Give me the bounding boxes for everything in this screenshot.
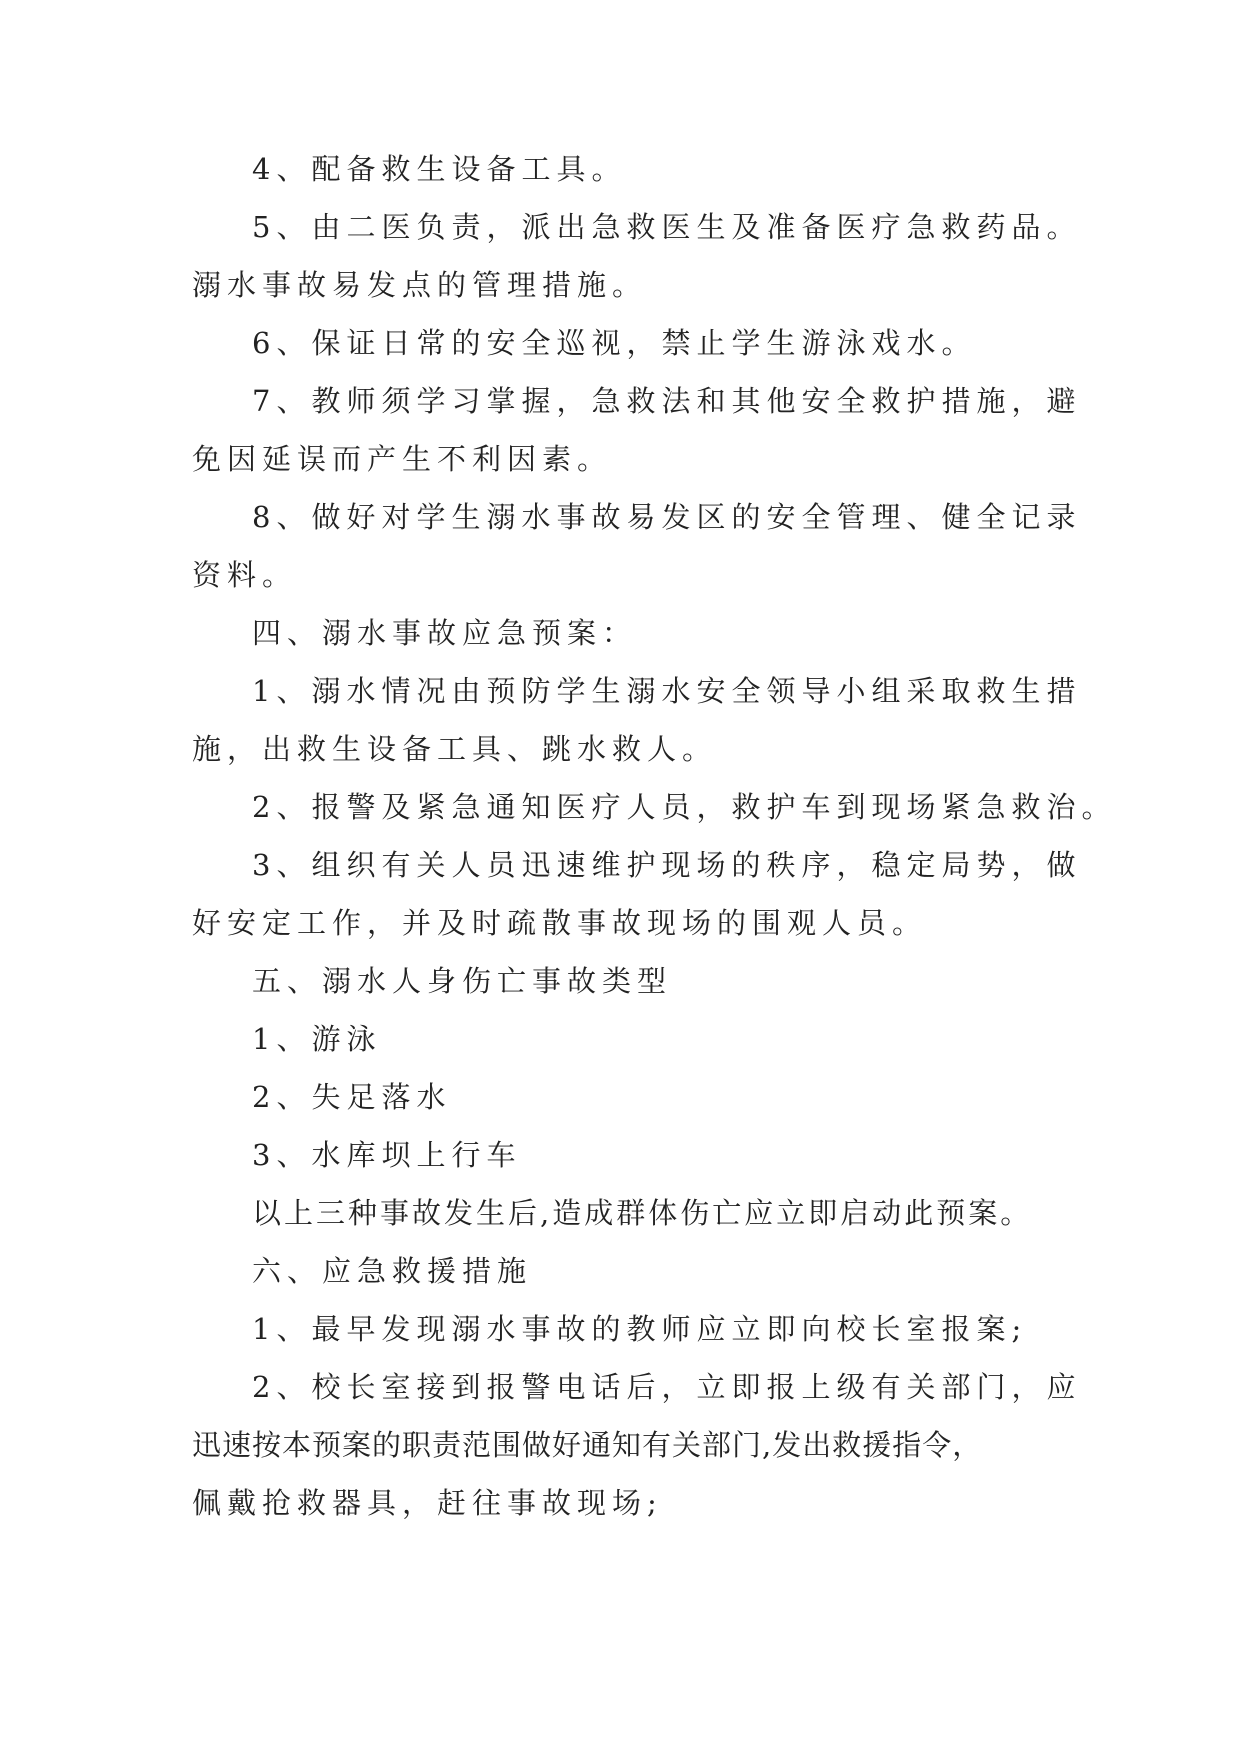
- text-line: 溺水事故易发点的管理措施。: [192, 268, 648, 302]
- text-line: 1、溺水情况由预防学生溺水安全领导小组采取救生措: [252, 674, 1082, 708]
- text-line: 6、保证日常的安全巡视，禁止学生游泳戏水。: [252, 326, 977, 360]
- text-line: 免因延误而产生不利因素。: [192, 442, 613, 476]
- text-line: 好安定工作，并及时疏散事故现场的围观人员。: [192, 906, 928, 940]
- text-line: 8、做好对学生溺水事故易发区的安全管理、健全记录: [252, 500, 1082, 534]
- section-heading: 四、溺水事故应急预案：: [252, 616, 638, 650]
- section-heading: 五、溺水人身伤亡事故类型: [252, 964, 673, 998]
- text-line: 2、失足落水: [252, 1080, 452, 1114]
- text-line: 迅速按本预案的职责范围做好通知有关部门,发出救援指令，: [192, 1428, 983, 1462]
- text-line: 以上三种事故发生后,造成群体伤亡应立即启动此预案。: [252, 1196, 1033, 1230]
- text-line: 1、最早发现溺水事故的教师应立即向校长室报案;: [252, 1312, 1028, 1346]
- text-line: 4、配备救生设备工具。: [252, 152, 627, 186]
- section-heading: 六、应急救援措施: [252, 1254, 533, 1288]
- text-line: 1、游泳: [252, 1022, 382, 1056]
- text-line: 5、由二医负责，派出急救医生及准备医疗急救药品。: [252, 210, 1082, 244]
- text-line: 3、组织有关人员迅速维护现场的秩序，稳定局势，做: [252, 848, 1082, 882]
- text-line: 2、校长室接到报警电话后，立即报上级有关部门，应: [252, 1370, 1082, 1404]
- text-line: 施，出救生设备工具、跳水救人。: [192, 732, 718, 766]
- text-line: 资料。: [192, 558, 298, 592]
- text-line: 2、报警及紧急通知医疗人员，救护车到现场紧急救治。: [252, 790, 1117, 824]
- text-line: 7、教师须学习掌握，急救法和其他安全救护措施，避: [252, 384, 1082, 418]
- text-line: 3、水库坝上行车: [252, 1138, 522, 1172]
- text-line: 佩戴抢救器具，赶往事故现场;: [192, 1486, 663, 1520]
